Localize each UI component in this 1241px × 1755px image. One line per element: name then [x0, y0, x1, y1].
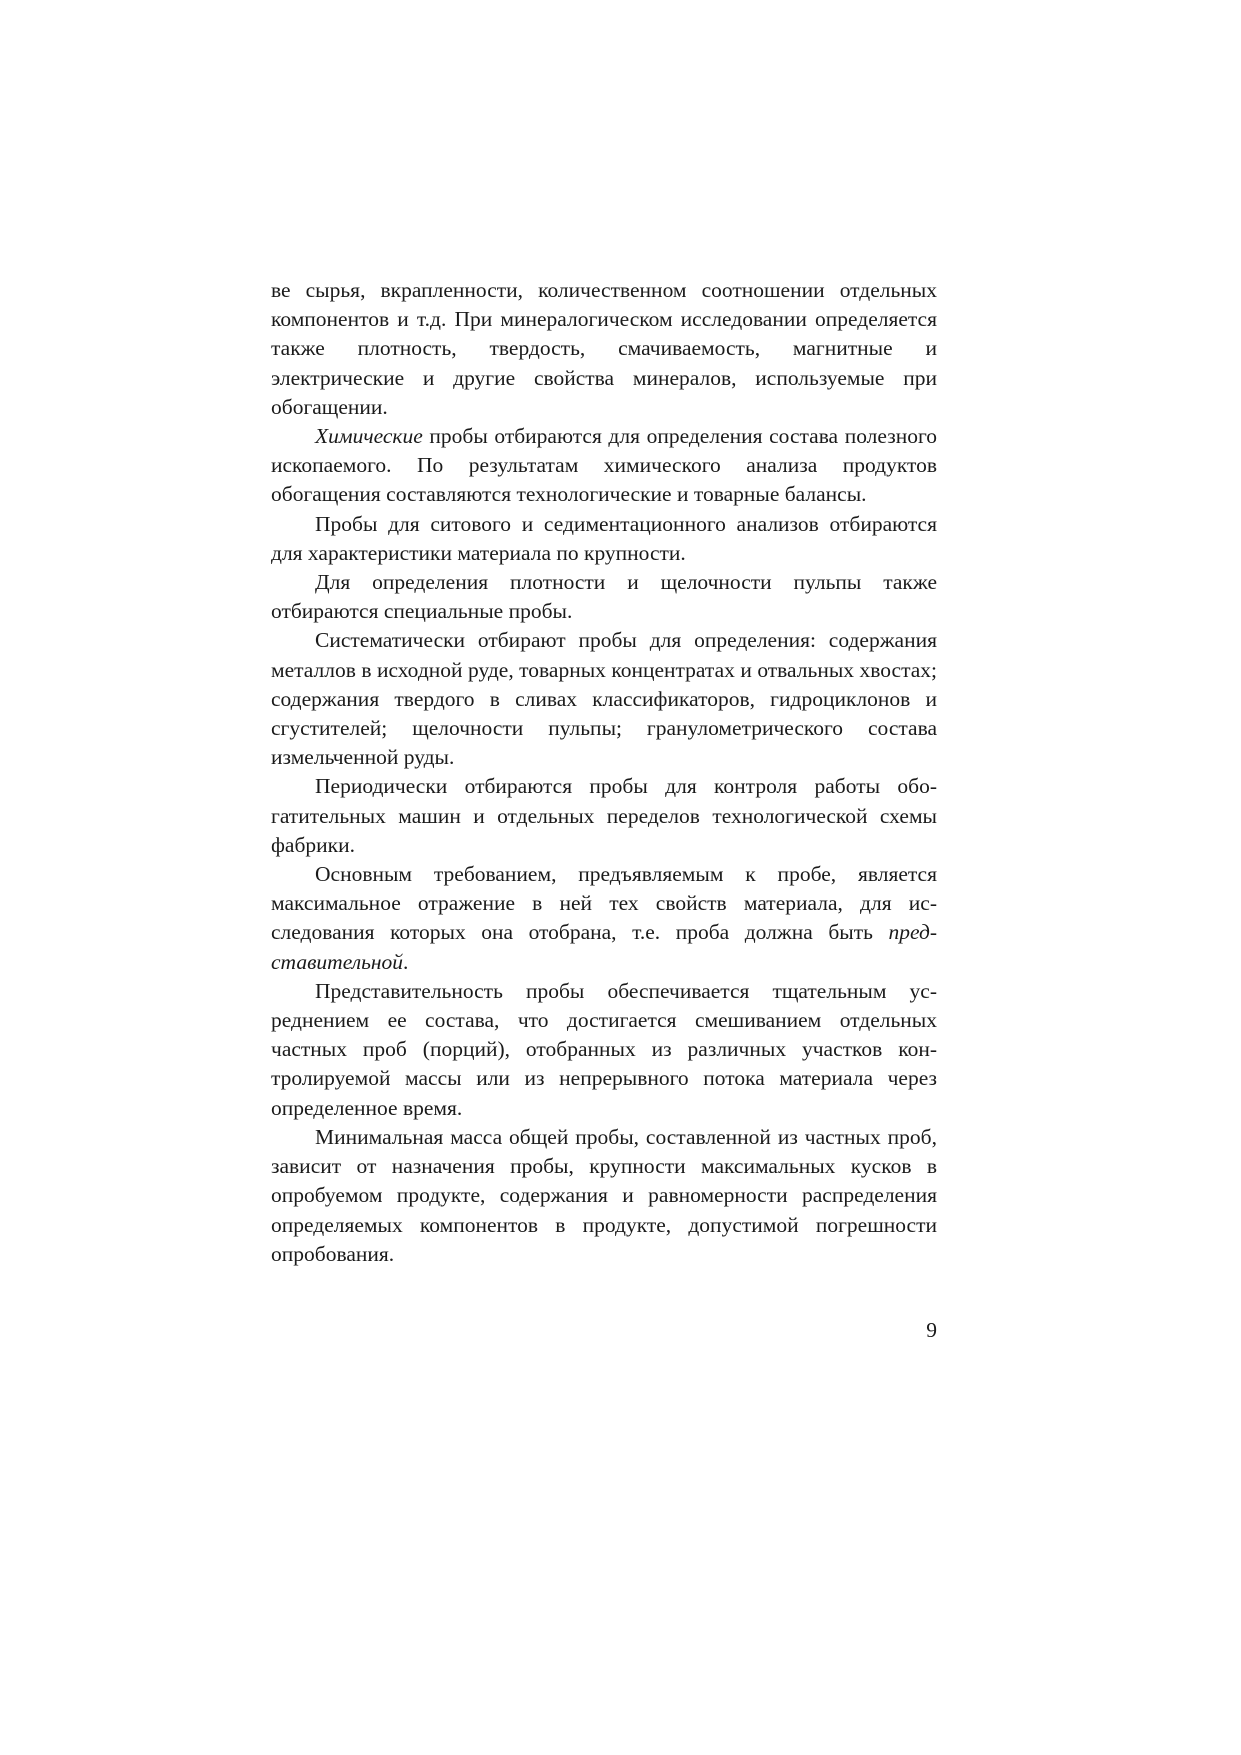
paragraph-2-italic-term: Химические [315, 424, 423, 449]
paragraph-3 [271, 510, 937, 568]
paragraph-7 [271, 860, 937, 977]
paragraph-7-italic-term: представительной [271, 920, 937, 974]
paragraph-8 [271, 977, 937, 1123]
page-number: 9 [926, 1318, 937, 1342]
paragraph-4 [271, 568, 937, 626]
paragraph-1-text: ве сырья, вкрапленности, количественном соотношении отдельных компонентов и т.д. При минералогическом исследовании определяется также плотность, твердость, смачиваемость, магнитные и электрические и другие свойства минералов, используемые при обогащении. [271, 278, 937, 419]
body-text [271, 276, 937, 1269]
paragraph-5 [271, 626, 937, 772]
paragraph-7-punct: . [403, 949, 409, 974]
paragraph-1 [271, 276, 937, 422]
paragraph-6-text: Периодически отбираются пробы для контроля работы обогатительных машин и отдельных переделов технологической схемы фабрики. [271, 774, 937, 857]
paragraph-4-text: Для определения плотности и щелочности пульпы также отбираются специальные пробы. [271, 570, 937, 624]
paragraph-5-text: Систематически отбирают пробы для определения: содержания металлов в исходной руде, товарных концентратах и отвальных хвостах; содержания твердого в сливах классификаторов, гидроциклонов и сгустителей; щелочности пульпы; гранулометрического состава измельченной руды. [271, 628, 937, 770]
paragraph-2-text: пробы отбираются для определения состава полезного ископаемого. По результатам химического анализа продуктов обогащения составляются технологические и товарные балансы. [271, 424, 937, 507]
paragraph-3-text: Пробы для ситового и седиментационного анализов отбираются для характеристики материала по крупности. [271, 511, 937, 565]
paragraph-7-text: Основным требованием, предъявляемым к пробе, является максимальное отражение в ней тех свойств материала, для исследования которых она отобрана, т.е. проба должна быть [271, 862, 937, 945]
paragraph-2 [271, 422, 937, 510]
paragraph-8-text: Представительность пробы обеспечивается тщательным усреднением ее состава, что достигается смешиванием отдельных частных проб (порций), отобранных из различных участков контролируемой массы или из непрерывного потока материала через определенное время. [271, 978, 937, 1120]
paragraph-6 [271, 772, 937, 860]
paragraph-9-text: Минимальная масса общей пробы, составленной из частных проб, зависит от назначения пробы, крупности максимальных кусков в опробуемом продукте, содержания и равномерности распределения определяемых компонентов в продукте, допустимой погрешности опробования. [271, 1124, 937, 1266]
paragraph-9 [271, 1123, 937, 1269]
